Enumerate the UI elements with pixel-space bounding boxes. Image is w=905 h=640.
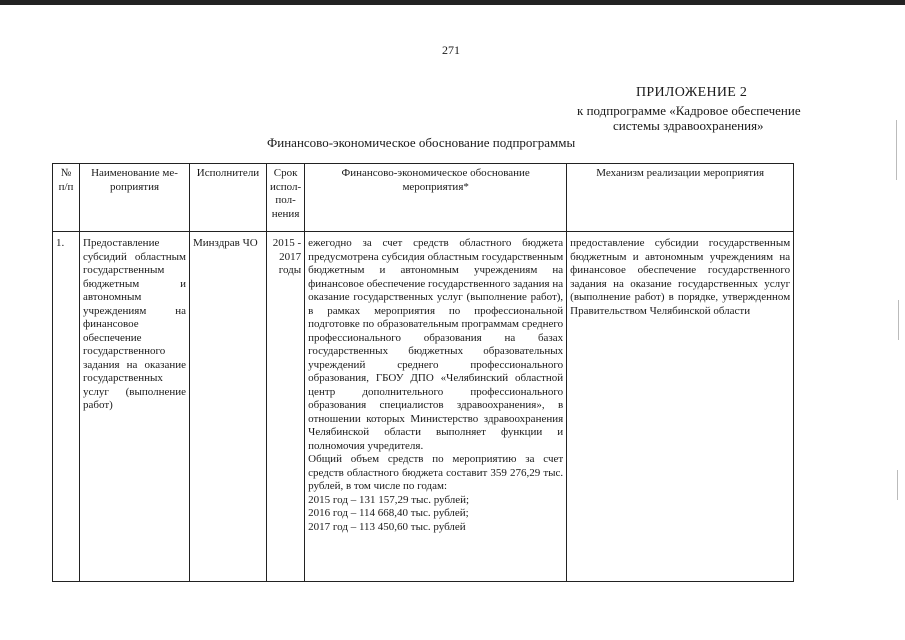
header-term: Срок испол-пол-нения — [267, 164, 305, 232]
scan-noise-mark — [896, 120, 897, 180]
executor: Минздрав ЧО — [190, 232, 267, 582]
header-number: № п/п — [53, 164, 80, 232]
financial-justification-cell — [305, 232, 567, 582]
table-header-row — [53, 164, 794, 232]
financial-year-2016: 2016 год – 114 668,40 тыс. рублей; — [308, 507, 469, 519]
header-financial-justification: Финансово-экономическое обоснование мероприятия* — [305, 164, 567, 232]
mechanism-text: предоставление субсидии государственным бюджетным и автономным учреждениям на финансовое обеспечение государственного задания на оказание государственных услуг (выполнение работ) в порядке, утвержденном Правительством Челябинской области — [567, 232, 794, 582]
term-years: 2015 - 2017 — [272, 237, 302, 263]
scan-top-border — [0, 0, 905, 5]
appendix-title: ПРИЛОЖЕНИЕ 2 — [636, 85, 748, 100]
term-word: годы — [278, 264, 302, 276]
table-row — [53, 232, 794, 582]
appendix-subtitle-line2: системы здравоохранения» — [613, 118, 764, 133]
financial-justification-table — [52, 163, 794, 582]
page-number: 271 — [442, 43, 460, 57]
activity-name: Предоставление субсидий областным государственным бюджетным и автономным учреждениям на финансовое обеспечение государственного задания на оказание государственных услуг (выполнение работ) — [80, 232, 190, 582]
document-title: Финансово-экономическое обоснование подпрограммы — [267, 135, 576, 150]
financial-total-text: Общий объем средств по мероприятию за счет средств областного бюджета составит 359 276,29 тыс. рублей, в том числе по годам: — [308, 453, 564, 492]
scan-noise-mark — [898, 300, 899, 340]
header-mechanism: Механизм реализации мероприятия — [567, 164, 794, 232]
row-number: 1. — [53, 232, 80, 582]
financial-year-2017: 2017 год – 113 450,60 тыс. рублей — [308, 520, 466, 533]
term-cell — [267, 232, 305, 582]
header-executors: Исполнители — [190, 164, 267, 232]
scan-noise-mark — [897, 470, 898, 500]
appendix-subtitle-line1: к подпрограмме «Кадровое обеспечение — [577, 103, 801, 118]
header-activity-name: Наименование ме-роприятия — [80, 164, 190, 232]
financial-year-2015: 2015 год – 131 157,29 тыс. рублей; — [308, 493, 470, 506]
financial-justification-text: ежегодно за счет средств областного бюджета предусмотрена субсидия областным государственным бюджетным и автономным учреждениям на финансовое обеспечение государственного задания на оказание государственных услуг (выполнение работ), в рамках мероприятия по профессиональной подготовке по образовательным программам среднего профессионального образования на базах государственных бюджетных образовательных учреждений среднего профессионального образования, ГБОУ ДПО «Челябинский областной центр дополнительного профессионального образования специалистов здравоохранения», в отношении которых Министерство здравоохранения Челябинской области выполняет функции и полномочия учредителя. — [308, 237, 564, 452]
